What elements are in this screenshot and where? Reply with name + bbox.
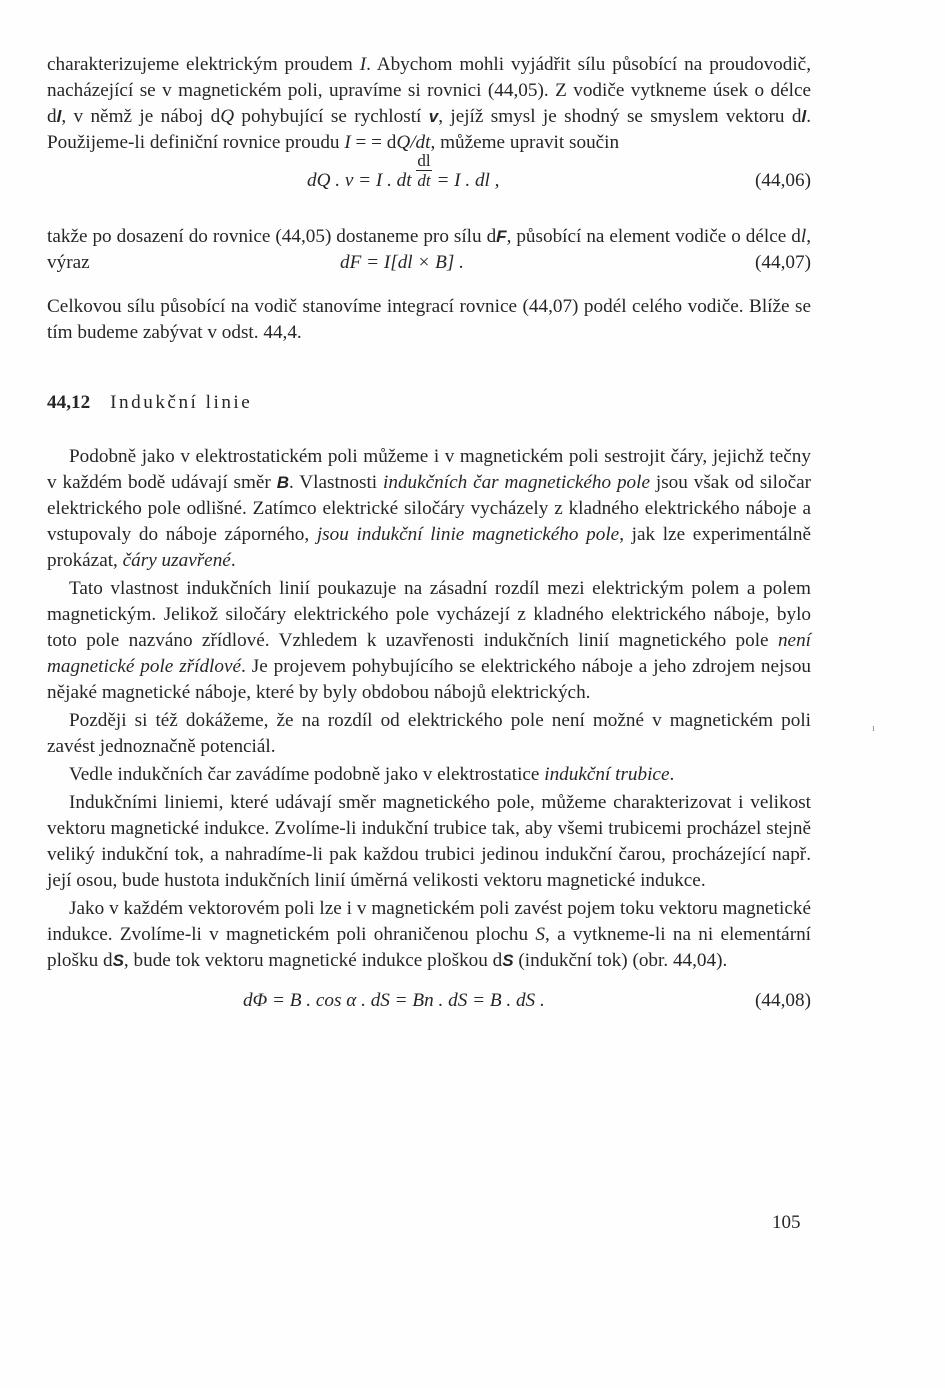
vector-l: l: [56, 107, 62, 126]
symbol-S: S: [535, 924, 545, 945]
vector-l: l: [801, 107, 807, 126]
page-body: [47, 52, 811, 1014]
text: , působící na element vodiče o délce d: [506, 226, 801, 247]
text: . Je projevem pohybujícího se elektrického náboje a jeho zdrojem nejsou nějaké magnetické náboje, které by byly obdobou nábojů elektrických.: [47, 656, 812, 703]
text: , a vytkneme-li na ni elementární plošku d: [47, 924, 812, 971]
text: pohybující se rychlostí: [234, 106, 429, 127]
section-heading: [47, 390, 811, 416]
paragraph-tubes: [47, 762, 811, 788]
vector-B: B: [276, 473, 289, 492]
section-number: 44,12: [47, 392, 91, 413]
text: . Vlastnosti: [288, 472, 384, 493]
paragraph-potential: Později si též dokážeme, že na rozdíl od elektrického pole není možné v magnetickém poli zavést jednoznačně potenciál.: [47, 710, 811, 757]
italic-term: není magnetické pole zřídlové: [47, 630, 811, 677]
italic-term: čáry uzavřené: [122, 550, 231, 571]
paragraph-intro: [47, 52, 811, 156]
equation-number: (44,08): [755, 990, 811, 1011]
fraction-numerator: dl: [417, 151, 431, 171]
text: , jejíž smysl je shodný se smyslem vektoru d: [438, 106, 802, 127]
symbol-I: I: [359, 54, 367, 75]
equation-44-06: [47, 151, 811, 206]
equation-44-07: [47, 250, 811, 276]
section-title: Indukční linie: [110, 392, 253, 413]
text: , výraz: [47, 226, 811, 273]
text: , v němž je náboj d: [61, 106, 221, 127]
paragraph-density: Indukčními liniemi, které udávají směr magnetického pole, můžeme charakterizovat i velikost vektoru magnetické indukce. Zvolíme-li indukční trubice tak, aby všemi trubicemi procházel stejně veliký indukční tok, a nahradíme-li pak každou trubici jedinou indukční čarou, procházející např. její osou, bude hustota indukčních linií úměrná velikosti vektoru magnetické indukce.: [47, 792, 811, 891]
equation-body: dΦ = B . cos α . dS = Bn . dS = B . dS .: [243, 990, 545, 1011]
equation-number: (44,06): [755, 170, 811, 191]
symbol-I: I: [344, 132, 351, 153]
text: = = d: [350, 132, 397, 153]
text: .: [669, 764, 675, 785]
text: (indukční tok) (obr. 44,04).: [513, 950, 728, 971]
text: takže po dosazení do rovnice (44,05) dostaneme pro sílu d: [47, 226, 497, 247]
vector-S: S: [112, 951, 124, 970]
equation-body: dF = I[dl × B] .: [340, 252, 464, 273]
italic-term: jsou indukční linie magnetického pole: [316, 524, 620, 545]
paragraph-induction-lines: [47, 444, 811, 574]
vector-F: F: [496, 227, 507, 246]
text: Podobně jako v elektrostatickém poli můžeme i v magnetickém poli sestrojit čáry, jejichž tečny v každém bodě udávají směr: [47, 446, 811, 493]
paragraph-flux: [47, 896, 811, 974]
vector-v: v: [428, 107, 439, 126]
fraction-denominator: dt: [417, 171, 431, 191]
page-number: 105: [772, 1212, 801, 1233]
text: , jak lze experimentálně prokázat,: [47, 524, 811, 571]
vector-S: S: [502, 951, 514, 970]
text: .: [230, 550, 236, 571]
fraction: [416, 151, 431, 190]
margin-mark: ı: [872, 722, 876, 734]
text: charakterizujeme elektrickým proudem: [47, 54, 360, 75]
equation-body: [307, 151, 500, 194]
text: , bude tok vektoru magnetické indukce ploškou d: [123, 950, 503, 971]
paragraph-integration: Celkovou sílu působící na vodič stanovíme integrací rovnice (44,07) podél celého vodiče. Blíže se tím budeme zabývat v odst. 44,4.: [47, 296, 811, 343]
symbol-l: l: [800, 226, 807, 247]
text: Vedle indukčních čar zavádíme podobně jako v elektrostatice: [69, 764, 545, 785]
text: . Použijeme-li definiční rovnice proudu: [47, 106, 811, 153]
equation-right: = I . dl ,: [436, 170, 500, 191]
symbol-Q: Q: [220, 106, 235, 127]
equation-number: (44,07): [755, 252, 811, 273]
text: jsou však od siločar elektrického pole odlišné. Zatímco elektrické siločáry vycházely z kladného elektrického náboje a vstupovaly do náboje záporného,: [47, 472, 811, 545]
paragraph-property: [47, 576, 811, 706]
text: . Abychom mohli vyjádřit sílu působící na proudovodič, nacházející se v magnetickém poli, upravíme si rovnici (44,05). Z vodiče vytkneme úsek o délce d: [47, 54, 811, 127]
text: Jako v každém vektorovém poli lze i v magnetickém poli zavést pojem toku vektoru magnetické indukce. Zvolíme-li v magnetickém poli ohraničenou plochu: [47, 898, 811, 945]
text: Tato vlastnost indukčních linií poukazuje na zásadní rozdíl mezi elektrickým polem a polem magnetickým. Jelikož siločáry elektrického pole vycházejí z kladného elektrického náboje, bylo toto pole nazváno zřídlové. Vzhledem k uzavřenosti indukčních linií magnetického pole: [47, 578, 811, 651]
equation-left: dQ . v = I . dt: [307, 170, 412, 191]
equation-44-08: [47, 988, 811, 1014]
text: , můžeme upravit součin: [430, 132, 620, 153]
italic-term: indukčních čar magnetického pole: [383, 472, 650, 493]
italic-term: indukční trubice: [544, 764, 670, 785]
symbol-dQ-dt: Q/dt: [396, 132, 431, 153]
